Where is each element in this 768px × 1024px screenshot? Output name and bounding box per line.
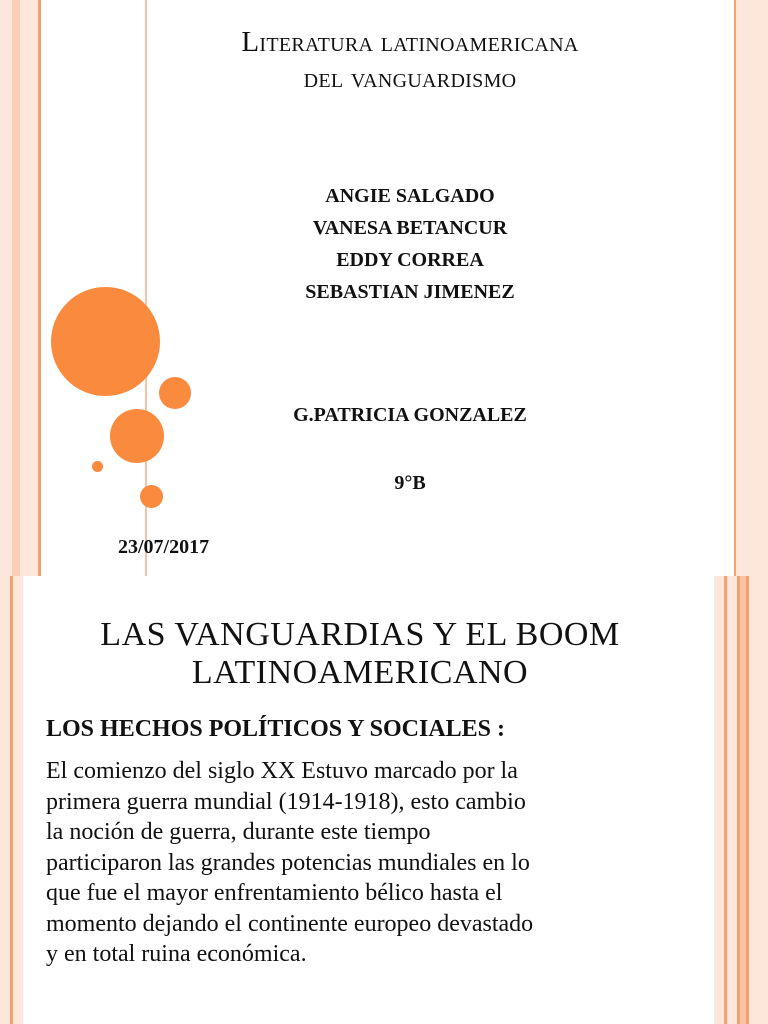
grade-label: 9°B xyxy=(394,472,426,494)
body-line: que fue el mayor enfrentamiento bélico hasta el xyxy=(46,880,503,906)
presentation-date: 23/07/2017 xyxy=(118,536,210,558)
small-circle-bottom xyxy=(140,485,163,508)
right-stripe-pale xyxy=(736,0,768,576)
medium-circle xyxy=(110,409,164,463)
author-name: EDDY CORREA xyxy=(336,249,484,271)
body-line: momento dejando el continente europeo devastado xyxy=(46,910,534,937)
left-stripe-accent xyxy=(38,0,41,576)
body-paragraph xyxy=(46,756,666,970)
body-line: y en total ruina económica. xyxy=(46,941,307,967)
body-line: primera guerra mundial (1914-1918), esto cambio xyxy=(46,788,526,815)
left-stripe-pale-2 xyxy=(13,576,23,1024)
left-stripe-pale-2 xyxy=(20,0,38,576)
body-line: la noción de guerra, durante este tiempo xyxy=(46,819,431,845)
left-stripe-pale xyxy=(0,576,10,1024)
authors-list xyxy=(230,180,590,308)
body-line: participaron las grandes potencias mundiales en lo xyxy=(46,849,530,876)
title-line-2: del vanguardismo xyxy=(303,62,517,94)
tiny-circle xyxy=(92,461,103,472)
author-name: VANESA BETANCUR xyxy=(312,217,508,239)
right-stripe-pale-3 xyxy=(749,576,768,1024)
title-line-2: LATINOAMERICANO xyxy=(191,654,529,691)
slide1-title xyxy=(140,24,680,96)
slide2-title xyxy=(40,616,680,692)
left-stripe-pale xyxy=(0,0,12,576)
teacher-name: G.PATRICIA GONZALEZ xyxy=(293,404,527,426)
right-stripe-pale-2 xyxy=(727,576,737,1024)
title-line-1: Literatura latinoamericana xyxy=(241,26,579,58)
body-line: El comienzo del siglo XX Estuvo marcado por la xyxy=(46,758,518,784)
right-stripe-pale-1 xyxy=(714,576,724,1024)
author-name: SEBASTIAN JIMENEZ xyxy=(305,281,515,303)
content-slide xyxy=(0,576,768,1024)
author-name: ANGIE SALGADO xyxy=(325,185,495,207)
title-line-1: LAS VANGUARDIAS Y EL BOOM xyxy=(100,616,620,653)
section-heading: LOS HECHOS POLÍTICOS Y SOCIALES : xyxy=(46,716,506,742)
small-circle-right xyxy=(159,377,191,409)
left-stripe-peach xyxy=(12,0,20,576)
large-circle xyxy=(51,287,160,396)
